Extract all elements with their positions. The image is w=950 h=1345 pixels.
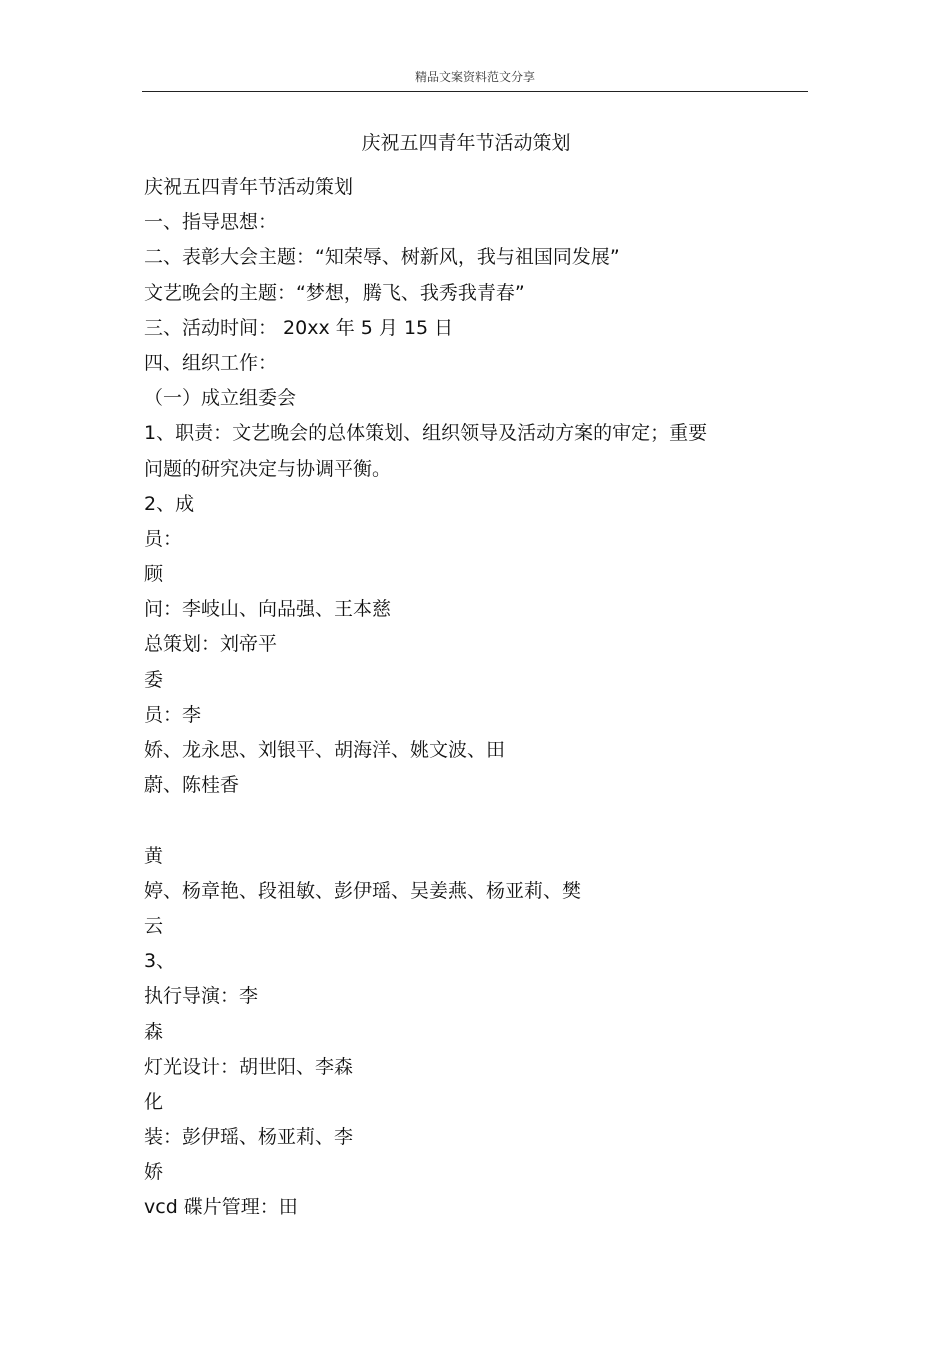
text-line: （一）成立组委会 [144,387,297,410]
text-line: 员：李 [144,703,202,726]
text-line: 娇 [144,1161,164,1184]
text-line: 二、表彰大会主题：“知荣辱、树新风，我与祖国同发展” [144,246,620,269]
text-line: 婷、杨章艳、段祖敏、彭伊瑶、吴姜燕、杨亚莉、樊 [144,879,582,902]
text-line: vcd 碟片管理：田 [144,1196,298,1219]
text-line: 顾 [144,563,164,586]
text-line: 三、活动时间： 20xx 年 5 月 15 日 [144,316,454,339]
text-line: 文艺晚会的主题：“梦想，腾飞、我秀我青春” [144,281,525,304]
text-line: 云 [144,914,164,937]
header-divider [142,91,808,92]
text-line [144,803,824,838]
text-line: 执行导演：李 [144,985,259,1008]
text-line: 蔚、陈桂香 [144,774,240,797]
text-line: 员： [144,527,183,550]
text-line: 灯光设计：胡世阳、李森 [144,1055,354,1078]
text-line: 化 [144,1090,164,1113]
text-line: 2、成 [144,492,195,515]
text-line: 问：李岐山、向品强、王本慈 [144,598,392,621]
text-line: 一、指导思想： [144,211,278,234]
text-line: 委 [144,668,164,691]
text-line: 森 [144,1020,164,1043]
text-line: 庆祝五四青年节活动策划 [144,176,354,198]
text-line: 1、职责：文艺晚会的总体策划、组织领导及活动方案的审定；重要 [144,422,708,445]
text-line: 四、组织工作： [144,351,278,374]
text-line: 装：彭伊瑶、杨亚莉、李 [144,1126,354,1149]
document-title: 庆祝五四青年节活动策划 [361,132,571,154]
text-line: 娇、龙永思、刘银平、胡海洋、姚文波、田 [144,739,506,761]
text-line: 黄 [144,844,164,867]
text-line: 问题的研究决定与协调平衡。 [144,457,392,480]
text-line: 总策划：刘帝平 [144,633,278,656]
text-line: 3、 [144,950,176,973]
header-text: 精品文案资料范文分享 [414,70,535,84]
document-body [144,170,824,1226]
